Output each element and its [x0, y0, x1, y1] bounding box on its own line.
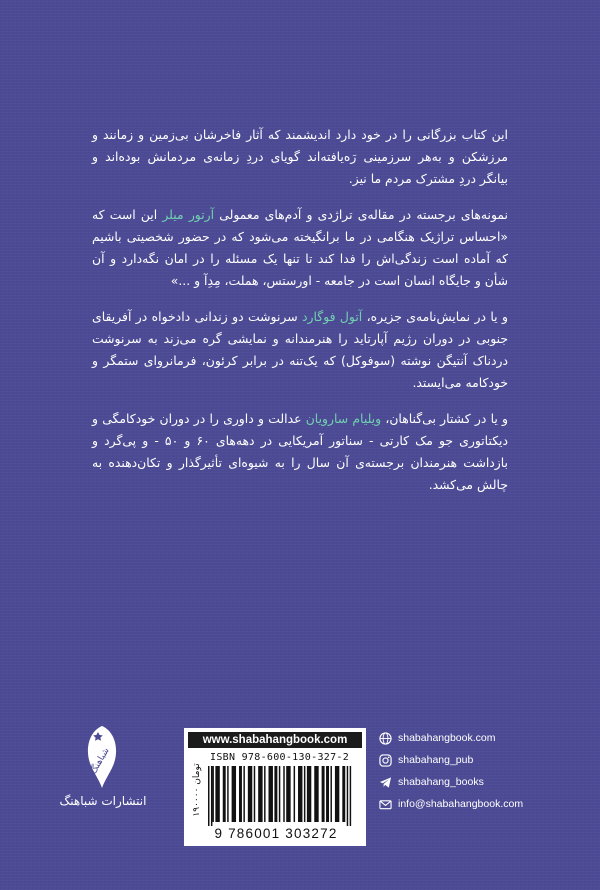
contact-text: shabahang_pub: [398, 754, 474, 766]
website-banner: www.shabahangbook.com: [188, 732, 362, 748]
contact-text: info@shabahangbook.com: [398, 798, 524, 810]
publisher-name: انتشارات شباهنگ: [59, 794, 147, 808]
instagram-icon: [378, 753, 392, 767]
emblem-text: شباهنگ: [88, 746, 112, 776]
blurb-paragraph-4: [92, 408, 508, 496]
contact-text: shabahangbook.com: [398, 732, 496, 744]
blurb-paragraph-1: این کتاب بزرگانی را در خود دارد اندیشمند که آثار فاخرشان بی‌زمین و زمانند و مرزشکن و به‌هر سرزمینی رَه‌یافته‌اند گویای دردِ زمانه‌ی مردمانش بوده‌اند و بیانگر دردِ مشترک مردم ما نیز.: [92, 127, 508, 186]
email-icon: [378, 797, 392, 811]
barcode-digits: 9 786001 303272: [214, 826, 338, 841]
contact-text: shabahang_books: [398, 776, 484, 788]
barcode-panel: [184, 728, 366, 846]
blurb-text: نمونه‌های برجسته در مقاله‌ی تراژدی و آدم‌های معمولی: [214, 207, 508, 222]
blurb-paragraph-3: [92, 306, 508, 394]
blurb-paragraph-2: [92, 204, 508, 292]
author-highlight: آرتور میلر: [162, 207, 215, 222]
author-highlight: آتول فوگارد: [302, 309, 363, 324]
contact-item-telegram[interactable]: [378, 771, 538, 793]
contact-item-website[interactable]: [378, 727, 538, 749]
author-highlight: ویلیام سارویان: [305, 411, 382, 426]
price-label: [188, 754, 206, 826]
publisher-emblem-icon: [82, 722, 122, 790]
blurb-text: و یا در نمایش‌نامه‌ی جزیره،: [362, 309, 509, 324]
isbn-text: ISBN 978-600-130-327-2: [210, 752, 350, 763]
publisher-logo: [58, 722, 148, 822]
blurb-text: سرنوشت دو زندانی دادخواه در آفریقای جنوبی در دوران رژیم آپارتاید را هنرمندانه و نمایشی گره می‌زند به سرنوشت دردناک آنتیگن نوشته (سوفوکل) که یک‌تنه در برابر کرئون، فرمانروای ستمگر و خودکامه می‌ایستد.: [92, 309, 508, 390]
contact-list: [378, 727, 538, 815]
telegram-icon: [378, 775, 392, 789]
blurb-text: این است که «احساس تراژیک هنگامی در ما برانگیخته می‌شود که در حضور شخصیتی باشیم که آماده است زندگی‌اش را فدا کند تا تنها یک مسئله را در امان نگه‌دارد و آن شأن و جایگاه انسان است در جامعه - اورستس، هملت، مِدِآ و ...»: [92, 207, 508, 288]
contact-item-email[interactable]: [378, 793, 538, 815]
barcode-icon: [208, 766, 360, 826]
back-cover-blurb: [92, 124, 508, 510]
blurb-text: عدالت و داوری را در دوران خودکامگی و دیکتاتوری جو مک کارتی - سناتور آمریکایی در دهه‌های ۶۰ و ۵۰ - و پی‌گرد و بازداشت هنرمندان برجسته‌ی آن سال را به شیوه‌ای تأثیرگذار و تکان‌دهنده به چالش می‌کشد.: [92, 411, 508, 492]
globe-icon: [378, 731, 392, 745]
price-text: ۱۹۰۰۰۰ تومان: [192, 763, 202, 817]
blurb-text: و یا در کشتار بی‌گناهان،: [381, 411, 508, 426]
contact-item-instagram[interactable]: [378, 749, 538, 771]
